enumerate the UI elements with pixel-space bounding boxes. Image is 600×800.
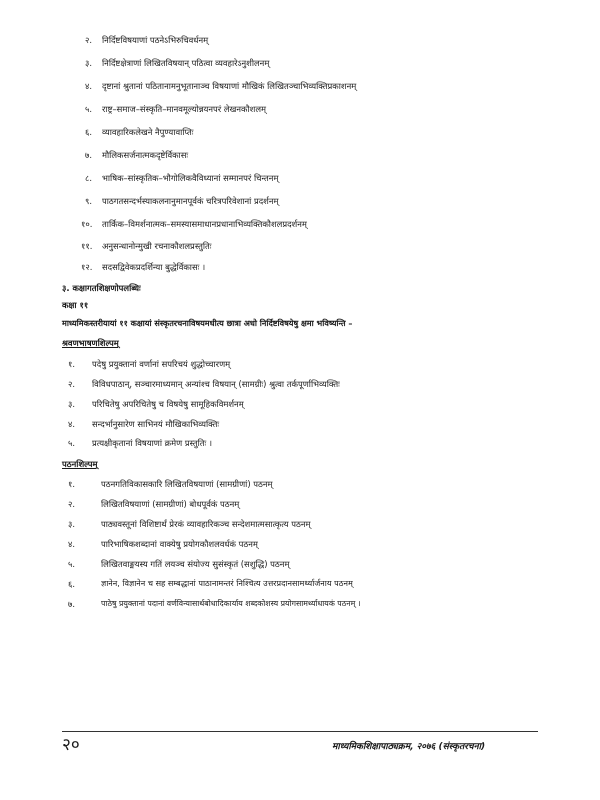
- reading-heading: पठनशिल्पम्: [62, 459, 98, 469]
- section-heading: ३. कक्षागतशिक्षणोपलब्धिः: [62, 283, 141, 293]
- page-number: २०: [62, 735, 80, 755]
- intro-paragraph: माध्यमिकस्तरीयायां ११ कक्षायां संस्कृतरचनाविषयमधीत्य छात्रा अधो निर्दिष्टविषयेषु क्षमा भविष्यन्ति –: [62, 318, 353, 328]
- footer-rule: [62, 731, 538, 732]
- footer-title: माध्यमिकशिक्षापाठ्यक्रम, २०७६ (संस्कृतरचना): [332, 742, 486, 752]
- listening-heading: श्रवणभाषणशिल्पम्: [62, 338, 119, 348]
- class-heading: कक्षा ११: [62, 300, 89, 310]
